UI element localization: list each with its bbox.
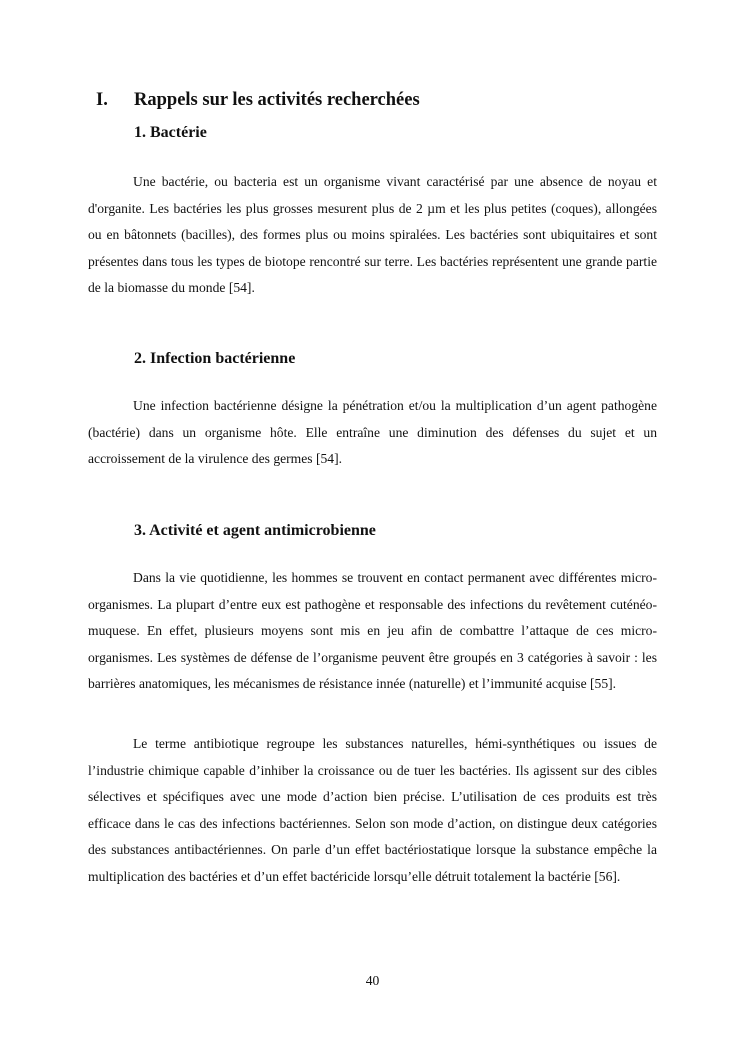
paragraph-bacterie: Une bactérie, ou bacteria est un organisme vivant caractérisé par une absence de noyau et d'organite. Les bactéries les plus grosses mesurent plus de 2 µm et les plus petites (coques), allongées ou en bâtonnets (bacilles), des formes plus ou moins spiralées. Les bactéries sont ubiquitaires et sont présentes dans tous les types de biotope rencontré sur terre. Les bactéries représentent une grande partie de la biomasse du monde [54].: [88, 174, 657, 295]
subsection-heading-bacterie: 1. Bactérie: [134, 124, 207, 141]
section-title: Rappels sur les activités recherchées: [134, 90, 420, 110]
page-number: 40: [365, 973, 380, 988]
subsection-heading-antimicrobienne: 3. Activité et agent antimicrobienne: [134, 522, 376, 539]
section-heading: [96, 90, 420, 111]
subsection-heading-infection: 2. Infection bactérienne: [134, 350, 296, 367]
paragraph-antimicrobienne-2: Le terme antibiotique regroupe les substances naturelles, hémi-synthétiques ou issues de l’industrie chimique capable d’inhiber la croissance ou de tuer les bactéries. Ils agissent sur des cibles sélectives et spécifiques avec une mode d’action bien précise. L’utilisation de ces produits est très efficace dans le cas des infections bactériennes. Selon son mode d’action, on distingue deux catégories des substances antibactériennes. On parle d’un effet bactériostatique lorsque la substance empêche la multiplication des bactéries et d’un effet bactéricide lorsqu’elle détruit totalement la bactérie [56].: [88, 736, 657, 884]
section-number: I.: [96, 90, 108, 110]
paragraph-infection: Une infection bactérienne désigne la pénétration et/ou la multiplication d’un agent pathogène (bactérie) dans un organisme hôte. Elle entraîne une diminution des défenses du sujet et un accroissement de la virulence des germes [54].: [88, 398, 657, 466]
paragraph-antimicrobienne-1: Dans la vie quotidienne, les hommes se trouvent en contact permanent avec différentes micro-organismes. La plupart d’entre eux est pathogène et responsable des infections du revêtement cuténéo-muquese. En effet, plusieurs moyens sont mis en jeu afin de combattre l’attaque de ces micro-organismes. Les systèmes de défense de l’organisme peuvent être groupés en 3 catégories à savoir : les barrières anatomiques, les mécanismes de résistance innée (naturelle) et l’immunité acquise [55].: [88, 570, 657, 691]
